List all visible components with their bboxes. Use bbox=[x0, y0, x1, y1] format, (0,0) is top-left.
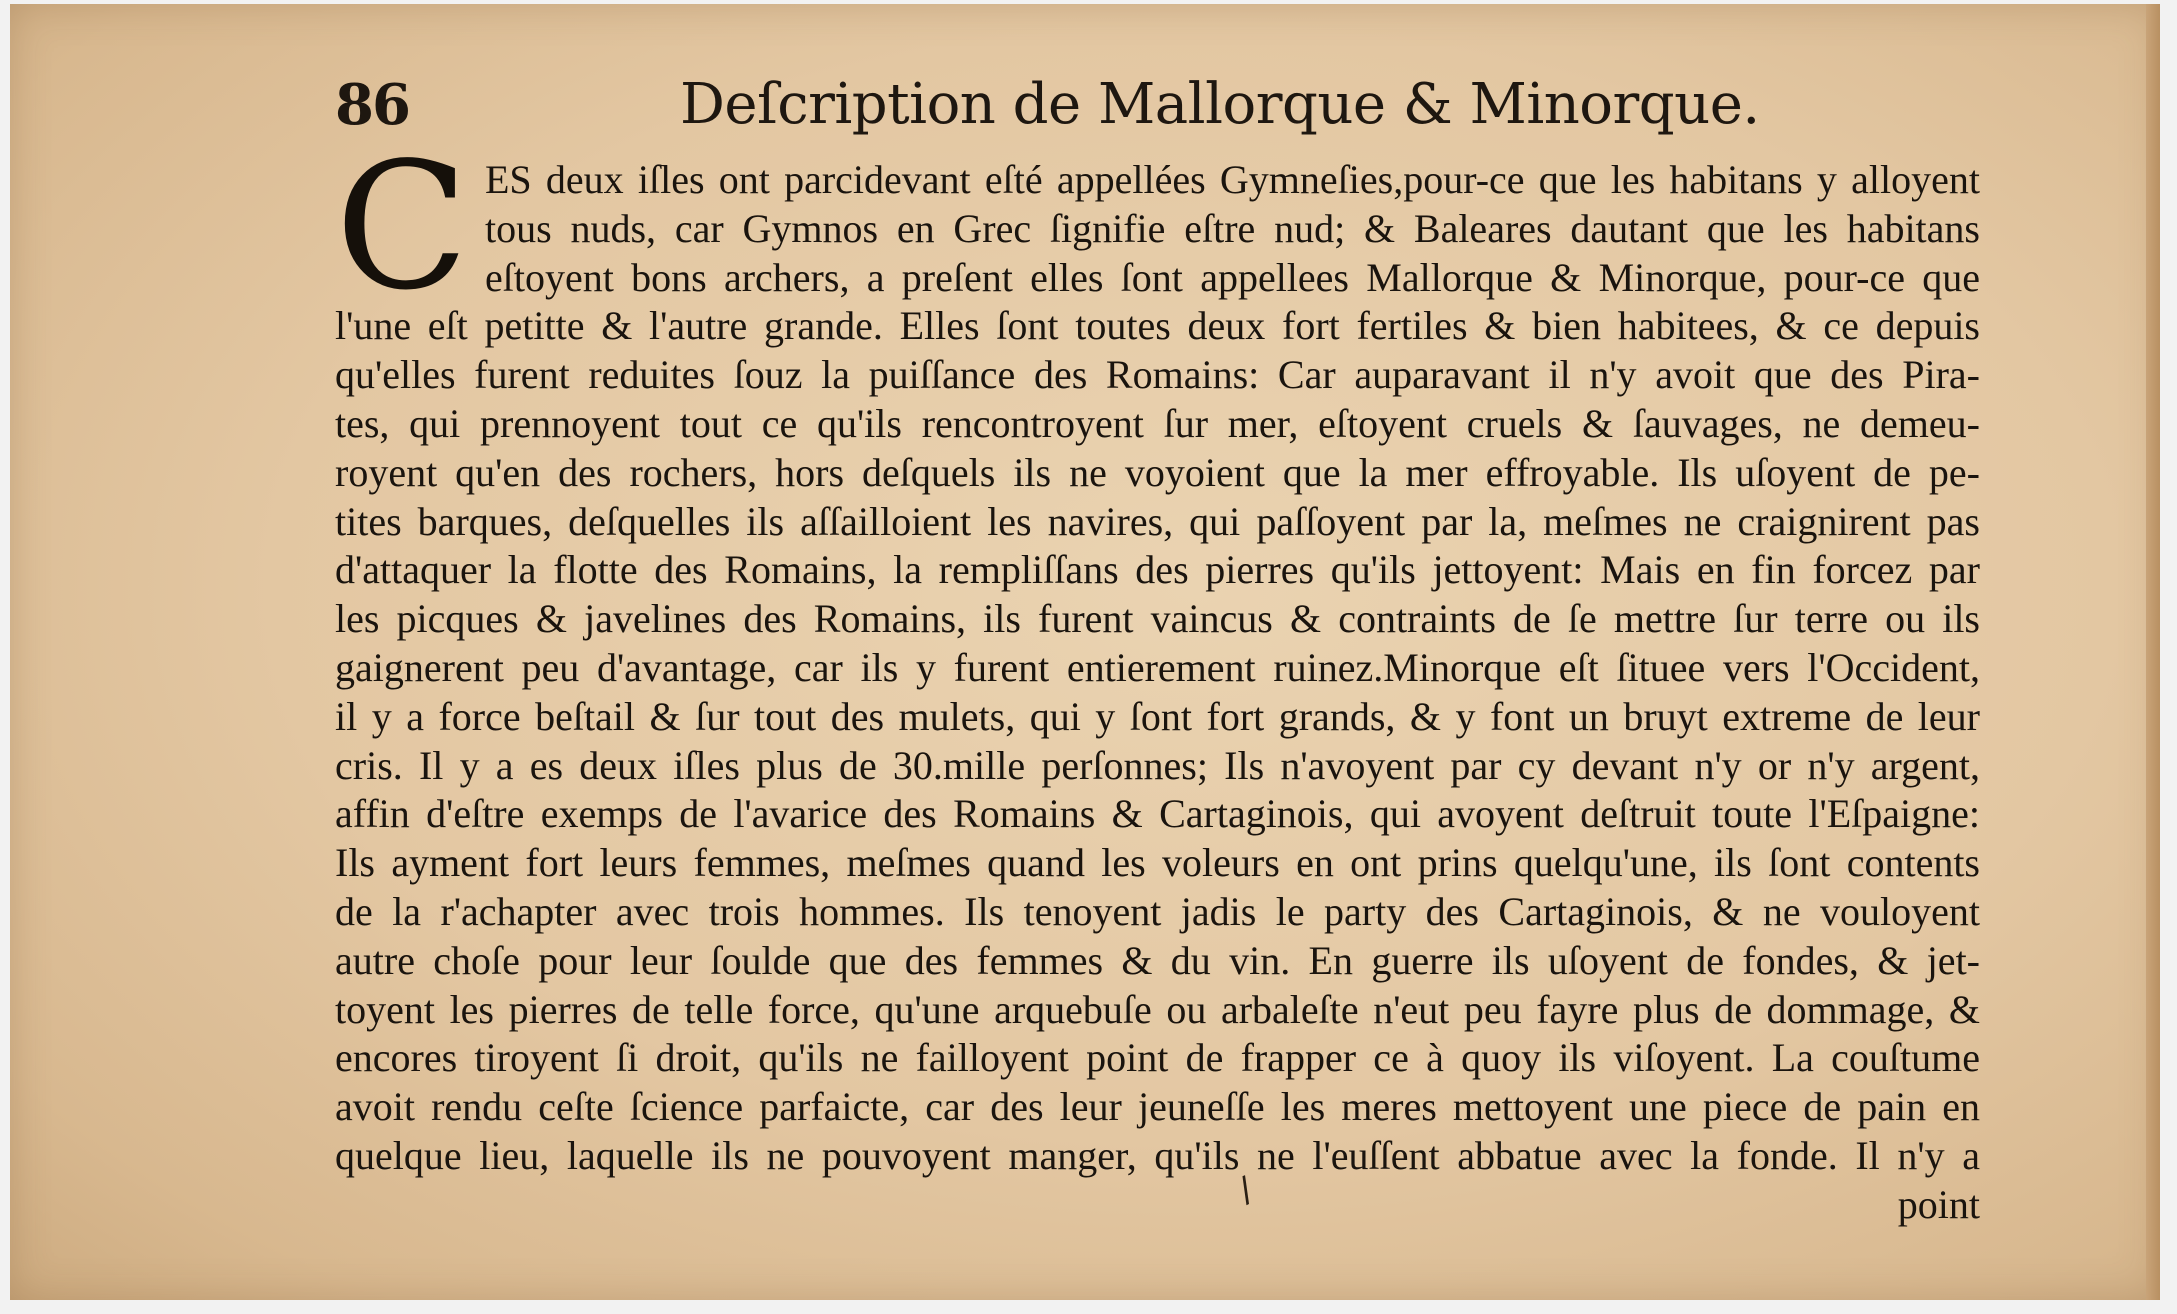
text-line: qu'elles furent reduites ſouz la puiſſance des Romains: Car auparavant il n'y avoit que des Pira- bbox=[335, 352, 1980, 398]
catchword: point bbox=[1897, 1181, 1980, 1227]
page-header bbox=[325, 70, 1985, 150]
text-line: affin d'eſtre exemps de l'avarice des Romains & Cartaginois, qui avoyent deſtruit toute l'Eſpaigne: bbox=[335, 791, 1980, 837]
text-line: autre choſe pour leur ſoulde que des femmes & du vin. En guerre ils uſoyent de fondes, & jet- bbox=[335, 937, 1980, 983]
body-text bbox=[335, 126, 1980, 1230]
text-line: tites barques, deſquelles ils aſſailloient les navires, qui paſſoyent par la, meſmes ne craignirent pas bbox=[335, 498, 1980, 544]
page-number: 86 bbox=[335, 72, 409, 138]
running-title: Deſcription de Mallorque & Minorque. bbox=[680, 72, 1760, 137]
text-line: Ils ayment fort leurs femmes, meſmes quand les voleurs en ont prins quelqu'une, ils ſont contents bbox=[335, 840, 1980, 886]
drop-cap: C bbox=[335, 126, 469, 329]
text-line: quelque lieu, laquelle ils ne pouvoyent manger, qu'ils ne l'euſſent abbatue avec la fonde. Il n'y a bbox=[335, 1132, 1980, 1178]
text-line: encores tiroyent ſi droit, qu'ils ne failloyent point de frapper ce à quoy ils viſoyent. La couſtume bbox=[335, 1035, 1980, 1081]
text-line: eſtoyent bons archers, a preſent elles ſont appellees Mallorque & Minorque, pour-ce que bbox=[485, 254, 1980, 300]
page-edge bbox=[2146, 4, 2160, 1300]
text-line: de la r'achapter avec trois hommes. Ils tenoyent jadis le party des Cartaginois, & ne vouloyent bbox=[335, 888, 1980, 934]
text-line: cris. Il y a es deux iſles plus de 30.mille perſonnes; Ils n'avoyent par cy devant n'y or n'y argent, bbox=[335, 742, 1980, 788]
stray-mark: / bbox=[1232, 1169, 1260, 1211]
text-line: les picques & javelines des Romains, ils furent vaincus & contraints de ſe mettre ſur terre ou ils bbox=[335, 596, 1980, 642]
text-line: ES deux iſles ont parcidevant eſté appellées Gymneſies,pour-ce que les habitans y alloyent bbox=[485, 157, 1980, 202]
text-line: tes, qui prennoyent tout ce qu'ils rencontroyent ſur mer, eſtoyent cruels & ſauvages, ne demeu- bbox=[335, 400, 1980, 446]
text-line: avoit rendu ceſte ſcience parfaicte, car des leur jeuneſſe les meres mettoyent une piece de pain en bbox=[335, 1084, 1980, 1130]
text-line: gaignerent peu d'avantage, car ils y furent entierement ruinez.Minorque eſt ſituee vers l'Occident, bbox=[335, 644, 1980, 690]
text-line: tous nuds, car Gymnos en Grec ſignifie eſtre nud; & Baleares dautant que les habitans bbox=[485, 205, 1980, 251]
text-line: royent qu'en des rochers, hors deſquels ils ne voyoient que la mer effroyable. Ils uſoyent de pe- bbox=[335, 449, 1980, 495]
text-line: l'une eſt petitte & l'autre grande. Elles ſont toutes deux fort fertiles & bien habitees, & ce depuis bbox=[335, 303, 1980, 349]
text-line: d'attaquer la flotte des Romains, la rempliſſans des pierres qu'ils jettoyent: Mais en fin forcez par bbox=[335, 547, 1980, 593]
text-line: toyent les pierres de telle force, qu'une arquebuſe ou arbaleſte n'eut peu fayre plus de dommage, & bbox=[335, 986, 1980, 1032]
text-line: il y a force beſtail & ſur tout des mulets, qui y ſont fort grands, & y font un bruyt extreme de leur bbox=[335, 693, 1980, 739]
